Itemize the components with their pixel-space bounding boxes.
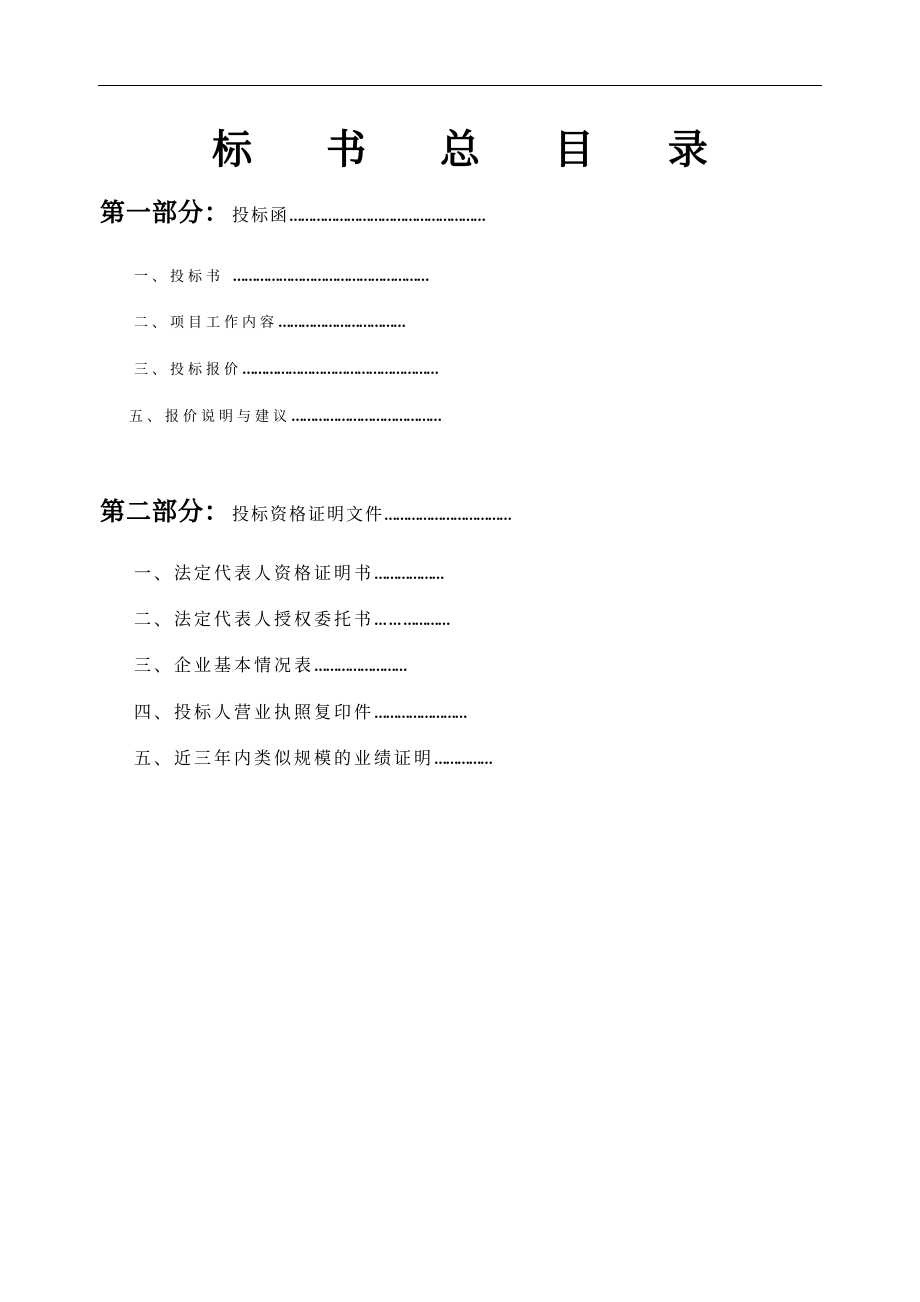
header-rule xyxy=(98,85,822,86)
document-title: 标 书 总 目 录 xyxy=(212,127,738,173)
part1-item-text: 五、报价说明与建议 xyxy=(129,409,291,425)
part1-item-text: 二、项目工作内容 xyxy=(134,315,278,331)
part1-title: 投标函 xyxy=(232,206,290,226)
part2-item-text: 四、投标人营业执照复印件 xyxy=(134,703,374,723)
part2-item-text: 五、近三年内类似规模的业绩证明 xyxy=(134,749,434,769)
part1-item-text: 三、投标报价 xyxy=(134,362,242,378)
part1-item xyxy=(134,310,405,336)
part2-item-text: 二、法定代表人授权委托书 xyxy=(134,610,374,630)
part2-item xyxy=(134,608,449,634)
part2-item-leader: … … ………… xyxy=(374,614,450,629)
part1-item-leader: …………………………………………… xyxy=(232,270,428,285)
part1-item-text: 一、投标书 xyxy=(134,269,233,285)
part2-heading: 第二部分： xyxy=(100,497,231,526)
part2-item-leader: …………… xyxy=(434,753,492,768)
part1-item xyxy=(134,264,428,290)
part2-item-leader: …………………… xyxy=(314,660,406,675)
part1-heading-line xyxy=(100,197,485,234)
part1-item-leader: …………………………… xyxy=(278,316,405,331)
part2-item xyxy=(134,747,492,773)
part2-item-leader: ……………… xyxy=(374,568,443,583)
part2-title: 投标资格证明文件 xyxy=(232,505,385,525)
part1-item-leader: ………………………………… xyxy=(291,410,441,425)
part2-item xyxy=(134,654,406,680)
part1-heading: 第一部分： xyxy=(100,198,231,227)
part2-item-text: 三、企业基本情况表 xyxy=(134,656,314,676)
part2-item-text: 一、法定代表人资格证明书 xyxy=(134,564,374,584)
part2-item xyxy=(134,701,466,727)
part2-item-leader: …………………… xyxy=(374,707,466,722)
part1-item-leader: …………………………………………… xyxy=(242,363,438,378)
part1-item xyxy=(134,357,438,383)
part2-item xyxy=(134,562,443,588)
part1-leader: …………………………………………… xyxy=(289,210,485,225)
part2-heading-line xyxy=(100,496,511,533)
part1-item xyxy=(129,404,441,430)
part2-leader: …………………………… xyxy=(384,509,511,524)
